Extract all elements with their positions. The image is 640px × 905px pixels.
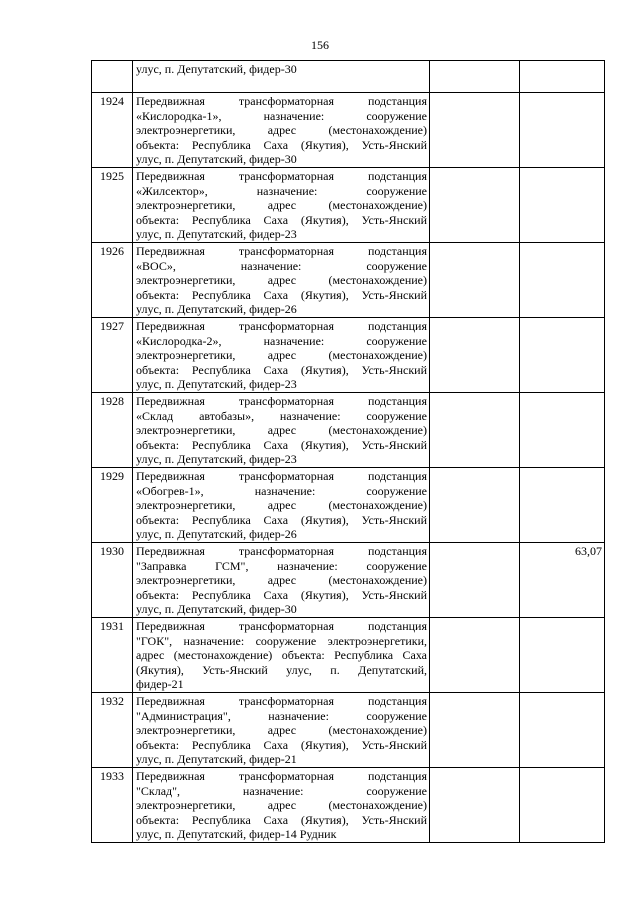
description-line: электроэнергетики, адрес (местонахождение) xyxy=(136,273,427,288)
description-line: «Жилсектор», назначение: сооружение xyxy=(136,183,427,198)
description-line: улус, п. Депутатский, фидер-30 xyxy=(136,62,297,76)
property-table-body xyxy=(92,61,605,843)
description-line: электроэнергетики, адрес (местонахождение) xyxy=(136,423,427,438)
table-row xyxy=(92,61,605,93)
description-line: Передвижная трансформаторная подстанция xyxy=(136,94,427,108)
description-line: «Кислородка-2», назначение: сооружение xyxy=(136,333,427,348)
value-cell xyxy=(520,393,605,468)
description-line: фидер-21 xyxy=(136,677,184,692)
table-row xyxy=(92,693,605,768)
description-line: (Якутия), Усть-Янский улус, п. Депутатский, xyxy=(136,662,427,677)
row-number: 1933 xyxy=(92,768,133,843)
row-number: 1929 xyxy=(92,468,133,543)
description-line: «Обогрев-1», назначение: сооружение xyxy=(136,483,427,498)
empty-cell xyxy=(430,768,520,843)
description-line: Передвижная трансформаторная подстанция xyxy=(136,694,427,708)
description-line: объекта: Республика Саха (Якутия), Усть-Янский xyxy=(136,812,427,827)
row-number: 1924 xyxy=(92,93,133,168)
empty-cell xyxy=(430,93,520,168)
row-number xyxy=(92,61,133,93)
table-row xyxy=(92,168,605,243)
value-cell xyxy=(520,318,605,393)
row-number: 1925 xyxy=(92,168,133,243)
description-line: улус, п. Депутатский, фидер-26 xyxy=(136,527,297,542)
description-line: «Кислородка-1», назначение: сооружение xyxy=(136,108,427,123)
object-description xyxy=(133,468,430,543)
description-line: Передвижная трансформаторная подстанция xyxy=(136,394,427,408)
description-line: Передвижная трансформаторная подстанция xyxy=(136,244,427,258)
empty-cell xyxy=(430,543,520,618)
table-row xyxy=(92,393,605,468)
description-line: Передвижная трансформаторная подстанция xyxy=(136,544,427,558)
description-line: объекта: Республика Саха (Якутия), Усть-Янский xyxy=(136,212,427,227)
description-line: объекта: Республика Саха (Якутия), Усть-Янский xyxy=(136,362,427,377)
description-line: объекта: Республика Саха (Якутия), Усть-Янский xyxy=(136,287,427,302)
table-row xyxy=(92,618,605,693)
empty-cell xyxy=(430,61,520,93)
table-row xyxy=(92,93,605,168)
description-line: «Склад автобазы», назначение: сооружение xyxy=(136,408,427,423)
row-number: 1932 xyxy=(92,693,133,768)
description-line: Передвижная трансформаторная подстанция xyxy=(136,619,427,633)
object-description xyxy=(133,168,430,243)
property-table xyxy=(91,60,605,843)
description-line: улус, п. Депутатский, фидер-30 xyxy=(136,602,297,617)
description-line: улус, п. Депутатский, фидер-26 xyxy=(136,302,297,317)
description-line: Передвижная трансформаторная подстанция xyxy=(136,469,427,483)
description-line: объекта: Республика Саха (Якутия), Усть-Янский xyxy=(136,587,427,602)
table-row xyxy=(92,243,605,318)
description-line: объекта: Республика Саха (Якутия), Усть-Янский xyxy=(136,137,427,152)
description-line: электроэнергетики, адрес (местонахождение) xyxy=(136,498,427,513)
description-line: электроэнергетики, адрес (местонахождение) xyxy=(136,198,427,213)
description-line: адрес (местонахождение) объекта: Республика Саха xyxy=(136,648,427,663)
description-line: "Склад", назначение: сооружение xyxy=(136,783,427,798)
table-row xyxy=(92,468,605,543)
description-line: объекта: Республика Саха (Якутия), Усть-Янский xyxy=(136,437,427,452)
object-description xyxy=(133,61,430,93)
empty-cell xyxy=(430,243,520,318)
value-cell xyxy=(520,618,605,693)
description-line: электроэнергетики, адрес (местонахождение) xyxy=(136,348,427,363)
object-description xyxy=(133,693,430,768)
empty-cell xyxy=(430,618,520,693)
value-cell xyxy=(520,93,605,168)
description-line: Передвижная трансформаторная подстанция xyxy=(136,169,427,183)
object-description xyxy=(133,768,430,843)
description-line: улус, п. Депутатский, фидер-30 xyxy=(136,152,297,167)
description-line: улус, п. Депутатский, фидер-23 xyxy=(136,227,297,242)
description-line: объекта: Республика Саха (Якутия), Усть-Янский xyxy=(136,737,427,752)
empty-cell xyxy=(430,393,520,468)
description-line: улус, п. Депутатский, фидер-14 Рудник xyxy=(136,827,337,842)
value-cell xyxy=(520,693,605,768)
table-row xyxy=(92,543,605,618)
value-cell xyxy=(520,768,605,843)
description-line: "ГОК", назначение: сооружение электроэнергетики, xyxy=(136,633,427,648)
row-number: 1928 xyxy=(92,393,133,468)
object-description xyxy=(133,318,430,393)
description-line: улус, п. Депутатский, фидер-23 xyxy=(136,377,297,392)
object-description xyxy=(133,393,430,468)
description-line: электроэнергетики, адрес (местонахождение) xyxy=(136,798,427,813)
description-line: "Администрация", назначение: сооружение xyxy=(136,708,427,723)
value-cell xyxy=(520,168,605,243)
empty-cell xyxy=(430,168,520,243)
empty-cell xyxy=(430,693,520,768)
object-description xyxy=(133,618,430,693)
table-row xyxy=(92,768,605,843)
object-description xyxy=(133,243,430,318)
table-row xyxy=(92,318,605,393)
empty-cell xyxy=(430,318,520,393)
value-cell: 63,07 xyxy=(520,543,605,618)
description-line: электроэнергетики, адрес (местонахождение) xyxy=(136,123,427,138)
object-description xyxy=(133,543,430,618)
description-line: Передвижная трансформаторная подстанция xyxy=(136,319,427,333)
value-cell xyxy=(520,243,605,318)
description-line: Передвижная трансформаторная подстанция xyxy=(136,769,427,783)
description-line: электроэнергетики, адрес (местонахождение) xyxy=(136,573,427,588)
description-line: «ВОС», назначение: сооружение xyxy=(136,258,427,273)
row-number: 1927 xyxy=(92,318,133,393)
description-line: электроэнергетики, адрес (местонахождение) xyxy=(136,723,427,738)
row-number: 1930 xyxy=(92,543,133,618)
value-cell xyxy=(520,468,605,543)
page-number: 156 xyxy=(311,38,329,52)
row-number: 1931 xyxy=(92,618,133,693)
empty-cell xyxy=(430,468,520,543)
value-cell xyxy=(520,61,605,93)
description-line: "Заправка ГСМ", назначение: сооружение xyxy=(136,558,427,573)
description-line: улус, п. Депутатский, фидер-21 xyxy=(136,752,297,767)
description-line: объекта: Республика Саха (Якутия), Усть-Янский xyxy=(136,512,427,527)
row-number: 1926 xyxy=(92,243,133,318)
description-line: улус, п. Депутатский, фидер-23 xyxy=(136,452,297,467)
object-description xyxy=(133,93,430,168)
